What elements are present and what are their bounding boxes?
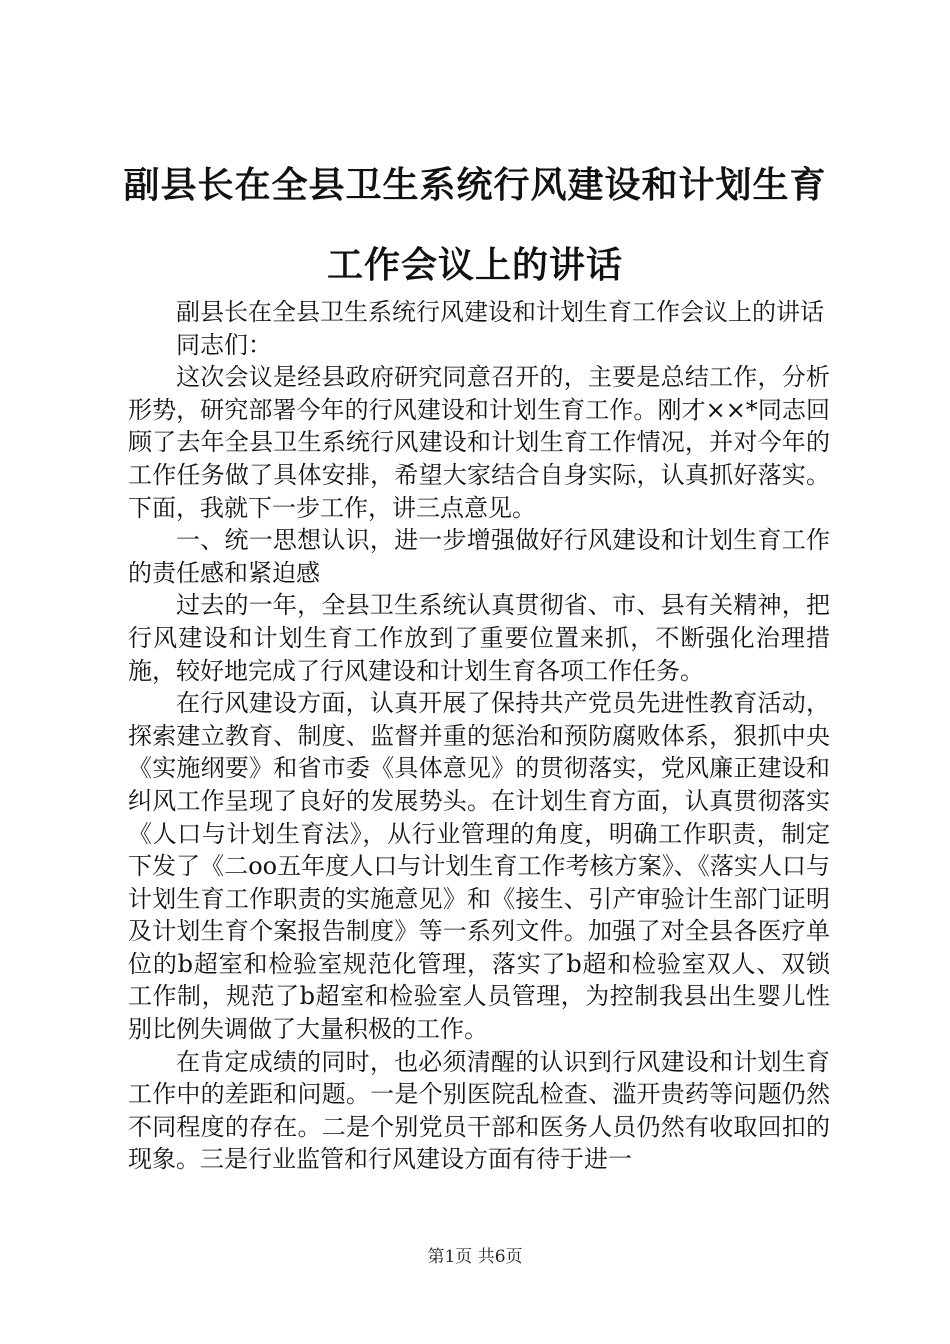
paragraph-intro: 这次会议是经县政府研究同意召开的，主要是总结工作，分析形势，研究部署今年的行风建设和计划生育工作。刚才××*同志回顾了去年全县卫生系统行风建设和计划生育工作情况，并对今年的工作任务做了具体安排，希望大家结合自身实际，认真抓好落实。下面，我就下一步工作，讲三点意见。: [128, 363, 830, 522]
paragraph-salutation: 同志们：: [176, 330, 272, 359]
paragraph-past-year: 过去的一年，全县卫生系统认真贯彻省、市、县有关精神，把行风建设和计划生育工作放到了重要位置来抓，不断强化治理措施，较好地完成了行风建设和计划生育各项工作任务。: [128, 591, 830, 685]
paragraph-achievements: 在行风建设方面，认真开展了保持共产党员先进性教育活动，探索建立教育、制度、监督并重的惩治和预防腐败体系，狠抓中央《实施纲要》和省市委《具体意见》的贯彻落实，党风廉正建设和纠风工作呈现了良好的发展势头。在计划生育方面，认真贯彻落实《人口与计划生育法》，从行业管理的角度，明确工作职责，制定下发了《二oo五年度人口与计划生育工作考核方案》、《落实人口与计划生育工作职责的实施意见》和《接生、引产审验计生部门证明及计划生育个案报告制度》等一系列文件。加强了对全县各医疗单位的b超室和检验室规范化管理，落实了b超和检验室双人、双锁工作制，规范了b超室和检验室人员管理，为控制我县出生婴儿性别比例失调做了大量积极的工作。: [128, 689, 830, 1044]
page-number-footer: 第1页 共6页: [427, 1247, 523, 1267]
document-body: [128, 296, 830, 1176]
paragraph-heading-one: 一、统一思想认识，进一步增强做好行风建设和计划生育工作的责任感和紧迫感: [128, 526, 830, 587]
document-title: 副县长在全县卫生系统行风建设和计划生育工作会议上的讲话: [123, 164, 827, 286]
paragraph-subtitle: 副县长在全县卫生系统行风建设和计划生育工作会议上的讲话: [176, 298, 824, 326]
paragraph-problems: 在肯定成绩的同时，也必须清醒的认识到行风建设和计划生育工作中的差距和问题。一是个别医院乱检查、滥开贵药等问题仍然不同程度的存在。二是个别党员干部和医务人员仍然有收取回扣的现象。三是行业监管和行风建设方面有待于进一: [128, 1047, 830, 1174]
